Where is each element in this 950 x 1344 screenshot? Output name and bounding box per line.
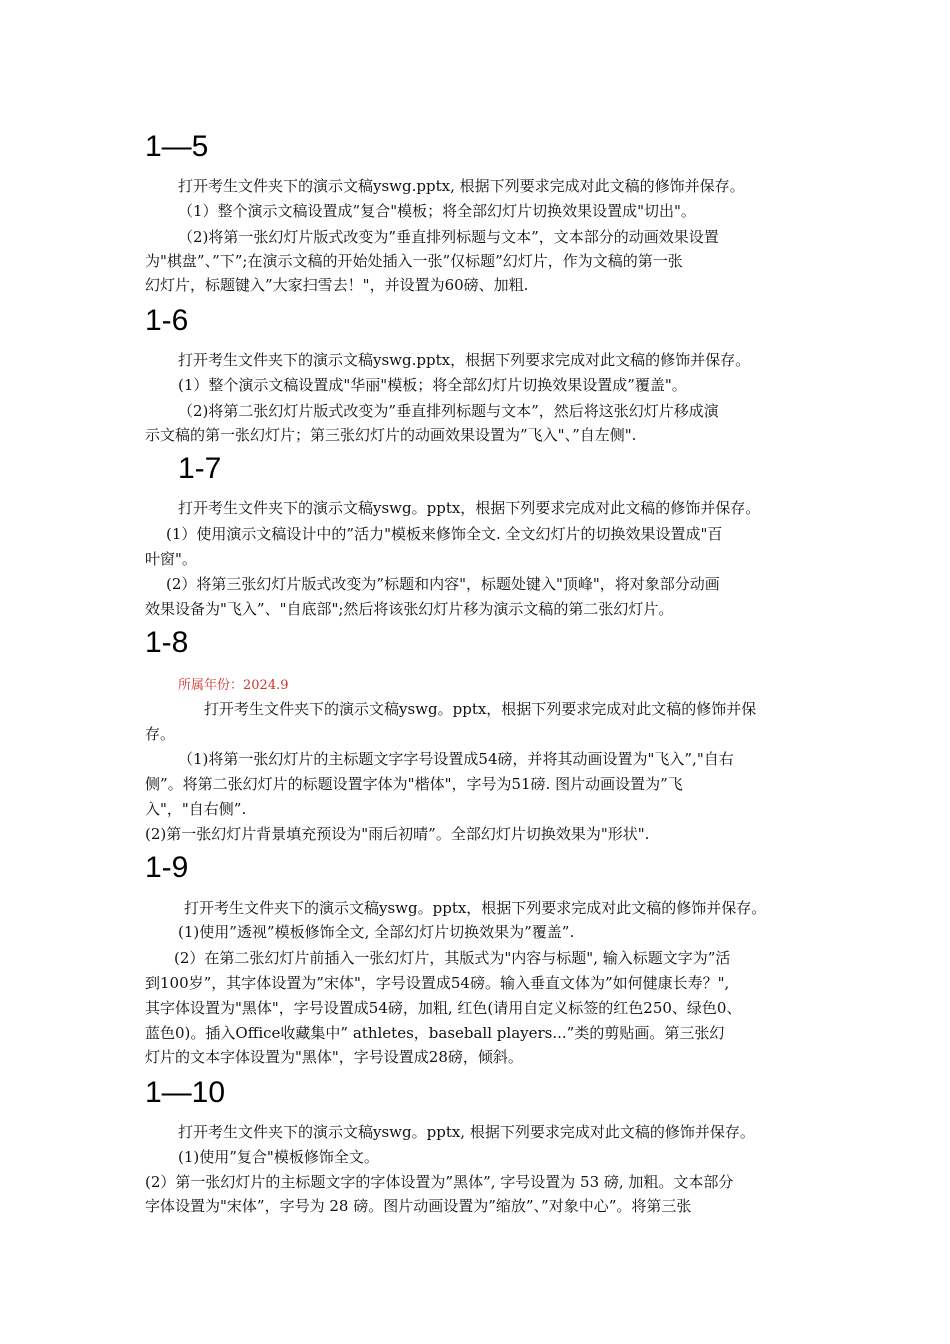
paragraph-line: （1)将第一张幻灯片的主标题文字字号设置成54磅，并将其动画设置为"飞入”,"自右 [178, 750, 734, 768]
section-heading-1-7: 1-7 [178, 452, 222, 485]
paragraph-line: 侧”。将第二张幻灯片的标题设置字体为"楷体"，字号为51磅. 图片动画设置为”飞 [145, 775, 683, 793]
paragraph-line: （1）整个演示文稿设置成”复合"模板；将全部幻灯片切换效果设置成"切出"。 [178, 202, 696, 220]
paragraph-line: （2)将第一张幻灯片版式改变为”垂直排列标题与文本”，文本部分的动画效果设置 [178, 228, 719, 246]
paragraph-line: 蓝色0)。插入Office收藏集中” athletes，baseball players...”类的剪贴画。第三张幻 [145, 1024, 725, 1042]
paragraph-line: 示文稿的第一张幻灯片；第三张幻灯片的动画效果设置为”飞入"、”自左侧". [145, 426, 637, 444]
paragraph-line: 打开考生文件夹下的演示文稿yswg。pptx，根据下列要求完成对此文稿的修饰并保存。 [178, 499, 761, 517]
section-heading-1-8: 1-8 [145, 626, 189, 659]
paragraph-line: 打开考生文件夹下的演示文稿yswg.pptx，根据下列要求完成对此文稿的修饰并保存。 [178, 351, 751, 369]
paragraph-line: （2)将第二张幻灯片版式改变为”垂直排列标题与文本”，然后将这张幻灯片移成演 [178, 402, 719, 420]
paragraph-line: 入"，"自右侧”. [145, 800, 247, 818]
paragraph-line: (2）第一张幻灯片的主标题文字的字体设置为”黑体”, 字号设置为 53 磅, 加粗。文本部分 [145, 1173, 734, 1191]
paragraph-line: 打开考生文件夹下的演示文稿yswg。pptx, 根据下列要求完成对此文稿的修饰并保存。 [178, 1123, 755, 1141]
paragraph-line: 效果设备为"飞入”、"自底部";然后将该张幻灯片移为演示文稿的第二张幻灯片。 [145, 600, 674, 618]
paragraph-line: (2)第一张幻灯片背景填充预设为"雨后初晴”。全部幻灯片切换效果为"形状". [145, 825, 650, 843]
paragraph-line: (1）使用演示文稿设计中的”活力"模板来修饰全文. 全文幻灯片的切换效果设置成"百 [166, 525, 723, 543]
section-heading-1-5: 1—5 [145, 130, 209, 163]
paragraph-line: (1)使用”透视”模板修饰全文, 全部幻灯片切换效果为”覆盖”. [178, 923, 575, 941]
paragraph-line: 灯片的文本字体设置为"黑体"，字号设置成28磅，倾斜。 [145, 1048, 523, 1066]
paragraph-line: 字体设置为"宋体”，字号为 28 磅。图片动画设置为”缩放”、”对象中心”。将第三张 [145, 1197, 692, 1215]
paragraph-line: (2）在第二张幻灯片前插入一张幻灯片，其版式为"内容与标题", 输入标题文字为”活 [174, 949, 731, 967]
paragraph-line: 打开考生文件夹下的演示文稿yswg。pptx，根据下列要求完成对此文稿的修饰并保 [204, 700, 757, 718]
paragraph-line: (1)使用”复合"模板修饰全文。 [178, 1148, 379, 1166]
paragraph-line: (1）整个演示文稿设置成"华丽"模板；将全部幻灯片切换效果设置成”覆盖"。 [178, 376, 687, 394]
section-heading-1-9: 1-9 [145, 851, 189, 884]
section-heading-1-6: 1-6 [145, 304, 189, 337]
paragraph-line: 打开考生文件夹下的演示文稿yswg.pptx, 根据下列要求完成对此文稿的修饰并保存。 [178, 177, 745, 195]
paragraph-line: 叶窗"。 [145, 550, 197, 568]
paragraph-line: 到100岁”，其字体设置为”宋体"，字号设置成54磅。输入垂直文体为”如何健康长寿？", [145, 974, 730, 992]
paragraph-line: 幻灯片，标题键入”大家扫雪去！"，并设置为60磅、加粗. [145, 276, 529, 294]
paragraph-line: 打开考生文件夹下的演示文稿yswg。pptx，根据下列要求完成对此文稿的修饰并保存。 [184, 899, 767, 917]
section-heading-1-10: 1—10 [145, 1076, 226, 1109]
paragraph-line: 为"棋盘”、”下”;在演示文稿的开始处插入一张”仅标题”幻灯片，作为文稿的第一张 [145, 252, 683, 270]
paragraph-line: (2）将第三张幻灯片版式改变为”标题和内容"，标题处键入"顶峰"，将对象部分动画 [166, 575, 720, 593]
paragraph-line: 其字体设置为"黑体"，字号设置成54磅，加粗, 红色(请用自定义标签的红色250、绿色0、 [145, 999, 742, 1017]
year-note: 所属年份：2024.9 [178, 678, 289, 693]
paragraph-line: 存。 [145, 725, 176, 743]
